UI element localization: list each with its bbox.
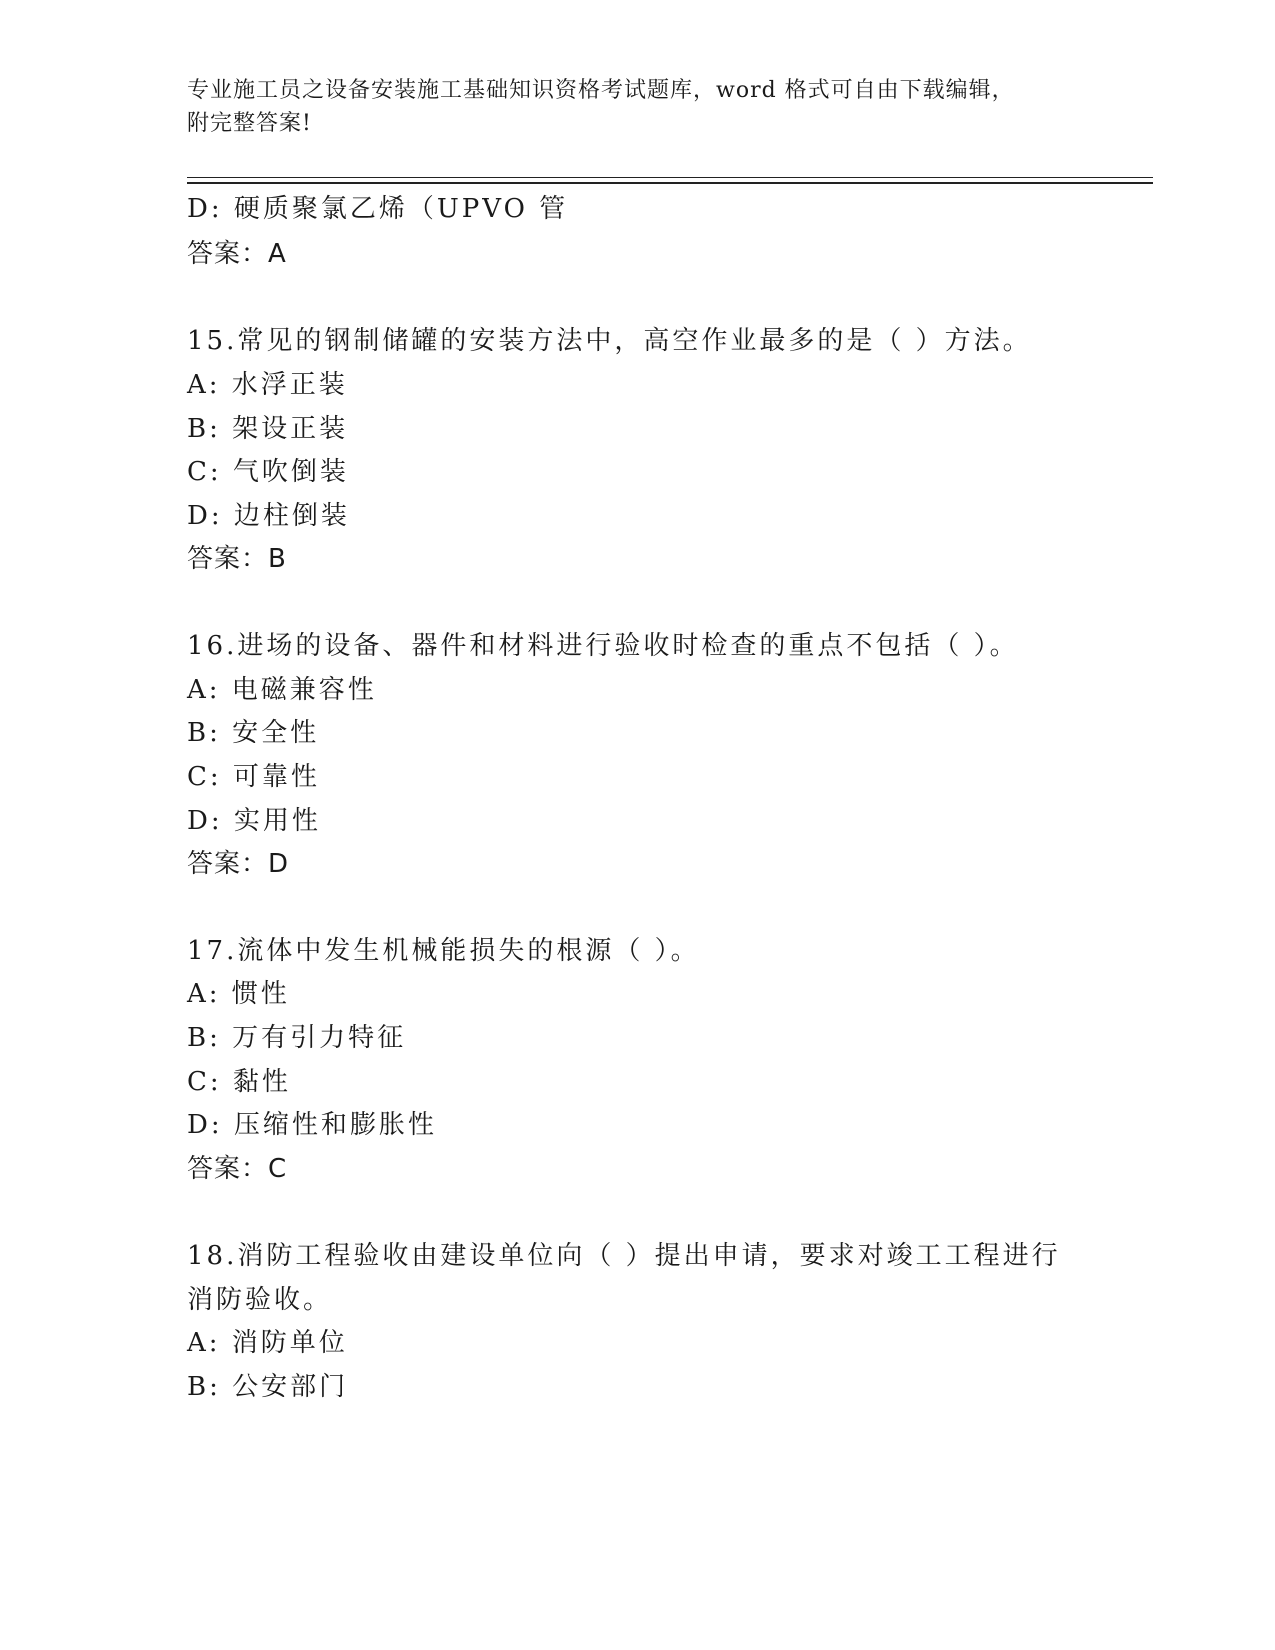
- question-18-stem-line-1: 18.消防工程验收由建设单位向（ ）提出申请，要求对竣工工程进行: [187, 1241, 1061, 1271]
- header-divider-thin: [187, 177, 1153, 178]
- option-d-prev: D: 硬质聚氯乙烯（UPVO 管: [187, 194, 569, 224]
- question-18-option-b: B: 公安部门: [187, 1372, 349, 1402]
- question-16-stem: 16.进场的设备、器件和材料进行验收时检查的重点不包括（ ）。: [187, 631, 1019, 661]
- question-16-answer: 答案：D: [187, 849, 290, 879]
- question-17-option-c: C: 黏性: [187, 1067, 291, 1097]
- question-17-option-b: B: 万有引力特征: [187, 1023, 407, 1053]
- answer-prev: 答案：A: [187, 239, 287, 269]
- question-18-option-a: A: 消防单位: [187, 1328, 348, 1358]
- header-line-2: 附完整答案!: [187, 111, 312, 136]
- question-15-answer: 答案：B: [187, 544, 287, 574]
- question-18-stem-line-2: 消防验收。: [187, 1285, 333, 1315]
- question-16-option-b: B: 安全性: [187, 718, 320, 748]
- question-15-option-a: A: 水浮正装: [187, 370, 348, 400]
- question-16-option-a: A: 电磁兼容性: [187, 675, 377, 705]
- document-header: [187, 74, 1087, 140]
- question-16-option-c: C: 可靠性: [187, 762, 320, 792]
- question-17-stem: 17.流体中发生机械能损失的根源（ ）。: [187, 936, 700, 966]
- question-15-stem: 15.常见的钢制储罐的安装方法中，高空作业最多的是（ ）方法。: [187, 326, 1032, 356]
- question-17-answer: 答案：C: [187, 1154, 288, 1184]
- question-17-option-a: A: 惯性: [187, 979, 290, 1009]
- question-15-option-d: D: 边柱倒装: [187, 501, 350, 531]
- question-15-option-c: C: 气吹倒装: [187, 457, 349, 487]
- header-line-1: 专业施工员之设备安装施工基础知识资格考试题库，word 格式可自由下载编辑，: [187, 78, 1015, 103]
- header-divider-thick: [187, 182, 1153, 184]
- question-17-option-d: D: 压缩性和膨胀性: [187, 1110, 437, 1140]
- question-15-option-b: B: 架设正装: [187, 414, 349, 444]
- question-16-option-d: D: 实用性: [187, 806, 321, 836]
